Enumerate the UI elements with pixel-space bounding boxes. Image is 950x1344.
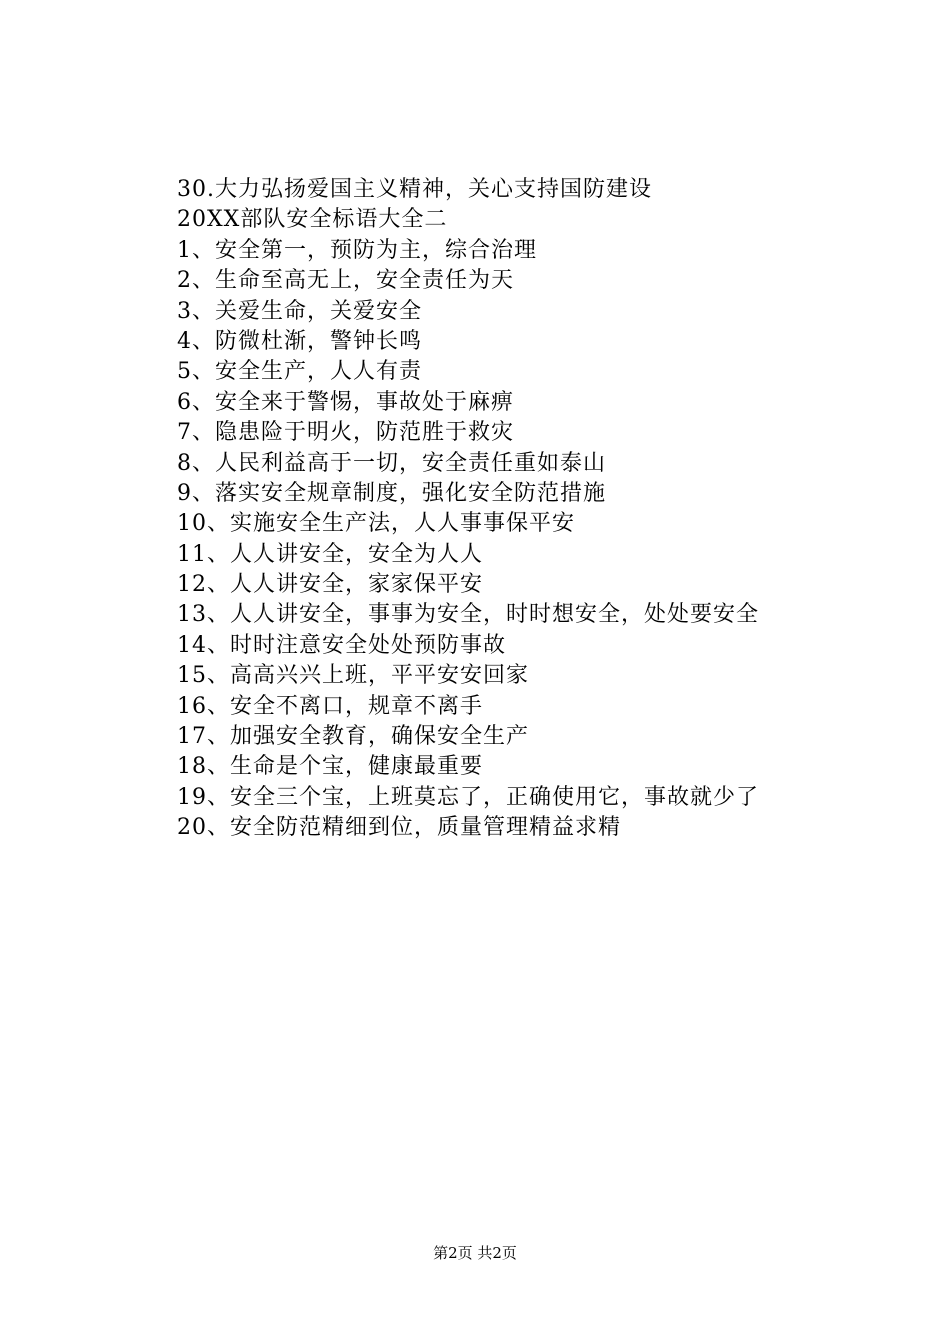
list-item: 13、人人讲安全，事事为安全，时时想安全，处处要安全: [177, 602, 759, 628]
list-item: 2、生命至高无上，安全责任为天: [177, 268, 514, 294]
list-item: 12、人人讲安全，家家保平安: [177, 572, 483, 598]
list-item: 11、人人讲安全，安全为人人: [177, 541, 483, 567]
list-item: 7、隐患险于明火，防范胜于救灾: [177, 420, 514, 446]
list-item: 4、防微杜渐，警钟长鸣: [177, 328, 422, 354]
document-line: 30.大力弘扬爱国主义精神，关心支持国防建设: [177, 177, 652, 202]
list-item: 10、实施安全生产法，人人事事保平安: [177, 511, 575, 537]
list-item: 18、生命是个宝，健康最重要: [177, 754, 483, 780]
list-item: 17、加强安全教育，确保安全生产: [177, 724, 529, 750]
list-item: 5、安全生产，人人有责: [177, 359, 422, 385]
list-item: 8、人民利益高于一切，安全责任重如泰山: [177, 450, 606, 476]
list-item: 3、关爱生命，关爱安全: [177, 298, 422, 324]
list-item: 15、高高兴兴上班，平平安安回家: [177, 663, 529, 689]
list-item: 1、安全第一，预防为主，综合治理: [177, 237, 537, 263]
list-item: 19、安全三个宝，上班莫忘了，正确使用它，事故就少了: [177, 784, 759, 810]
document-body: [177, 175, 877, 844]
list-item: 14、时时注意安全处处预防事故: [177, 632, 506, 658]
list-item: 6、安全来于警惕，事故处于麻痹: [177, 389, 514, 415]
list-item: 9、落实安全规章制度，强化安全防范措施: [177, 480, 606, 506]
page-footer: 第2页 共2页: [433, 1244, 517, 1262]
document-heading: 20XX部队安全标语大全二: [177, 207, 448, 233]
list-item: 16、安全不离口，规章不离手: [177, 693, 483, 719]
list-item: 20、安全防范精细到位，质量管理精益求精: [177, 815, 621, 841]
